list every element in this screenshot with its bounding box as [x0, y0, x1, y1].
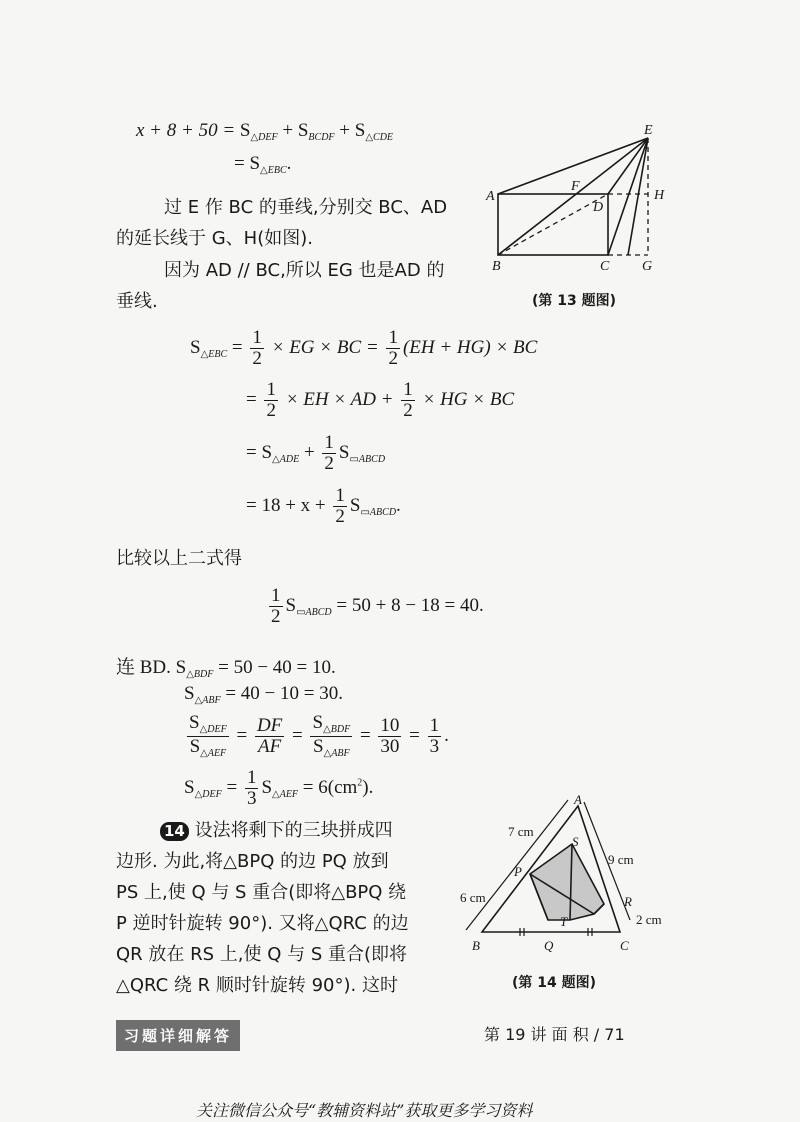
label-s14: S [572, 834, 579, 849]
problem14-line-3: PS 上,使 Q 与 S 重合(即将△BPQ 绕 [116, 882, 407, 903]
text-para-2: 的延长线于 G、H(如图). [116, 228, 313, 249]
problem-number-badge: 14 [160, 822, 189, 841]
footer-page-number: 第 19 讲 面 积 / 71 [484, 1025, 625, 1044]
caption-fig14: (第 14 题图) [512, 975, 597, 991]
label-q14: Q [544, 938, 554, 953]
equation-connect-4: $S_{\triangle DEF}$ = $\frac{1}{3}$ $S_{\triangle AEF} = 6(cm^2)$. [184, 767, 374, 809]
problem14-line-5: QR 放在 RS 上,使 Q 与 S 重合(即将 [116, 944, 407, 965]
line-ec [608, 138, 648, 255]
problem14-line-4: P 逆时针旋转 90°). 又将△QRC 的边 [116, 913, 409, 934]
problem14-line-6: △QRC 绕 R 顺时针旋转 90°). 这时 [116, 975, 398, 996]
text-para-3: 因为 AD // BC,所以 EG 也是AD 的 [164, 260, 445, 281]
label-c: C [600, 259, 610, 274]
label-p14: P [514, 864, 522, 879]
text-compare: 比较以上二式得 [116, 548, 242, 569]
label-r14: R [624, 894, 632, 909]
label-f: F [571, 179, 580, 194]
label-b: B [492, 259, 501, 274]
label-g: G [642, 259, 653, 274]
label-9cm: 9 cm [608, 852, 634, 867]
equation-compare: $\frac{1}{2}$ $S_{▭ABCD} = 50 + 8 - 18 = 40$. [271, 585, 484, 627]
label-2cm: 2 cm [636, 912, 662, 927]
label-t14: T [560, 914, 568, 929]
derivation-row-2: = $\frac{1}{2}$ × EH × AD + $\frac{1}{2}$ × HG × BC [246, 379, 515, 421]
equation-line-2: = $S_{\triangle EBC}$. [234, 153, 292, 176]
caption-fig13: (第 13 题图) [532, 293, 617, 309]
figure-14 [460, 792, 680, 962]
derivation-row-4: = 18 + x + $\frac{1}{2}$ $S_{▭ABCD}$. [246, 485, 401, 527]
problem14-line-1: 14 设法将剩下的三块拼成四 [160, 815, 393, 846]
figure-13 [480, 118, 680, 278]
text-para-1: 过 E 作 BC 的垂线,分别交 BC、AD [164, 197, 448, 218]
equation-connect-1: 连 BD. $S_{\triangle BDF} = 50 - 40 = 10$. [116, 657, 336, 680]
label-c14: C [620, 938, 629, 953]
label-7cm: 7 cm [508, 824, 534, 839]
equation-line-1: $x + 8 + 50 = S_{\triangle DEF} + S_{BCDF} + S_{\triangle CDE}$ [136, 120, 394, 143]
equation-connect-3: $\frac{S_{\triangle DEF}}{S_{\triangle AEF}}$ = $\frac{DF}{AF}$ = $\frac{S_{\triangle BDF}}{S_{\triangle ABF}}$ = $\frac{10}{30}$ = $\frac{1}{3}$ . [189, 712, 449, 759]
label-a14: A [574, 792, 582, 807]
derivation-row-1: $S_{\triangle EBC}$ = $\frac{1}{2}$ × EG × BC = $\frac{1}{2}$ (EH + HG) × BC [190, 327, 538, 369]
line-eb [498, 138, 648, 255]
label-h: H [654, 188, 665, 203]
label-6cm: 6 cm [460, 890, 486, 905]
problem14-line-2: 边形. 为此,将△BPQ 的边 PQ 放到 [116, 851, 389, 872]
footer-section-tag: 习题详细解答 [116, 1020, 240, 1051]
line-ed [608, 138, 648, 194]
label-b14: B [472, 938, 480, 953]
watermark-text: 关注微信公众号“教辅资料站”获取更多学习资料 [196, 1101, 533, 1120]
label-d: D [593, 200, 604, 215]
line-e-right [628, 138, 648, 255]
derivation-row-3: = $S_{\triangle ADE}$ + $\frac{1}{2}$ $S_{▭ABCD}$ [246, 432, 386, 474]
label-a: A [486, 189, 495, 204]
text-para-4: 垂线. [116, 291, 158, 312]
equation-connect-2: $S_{\triangle ABF} = 40 - 10 = 30$. [184, 683, 343, 706]
label-e: E [644, 123, 653, 138]
dash-bd [498, 194, 608, 255]
